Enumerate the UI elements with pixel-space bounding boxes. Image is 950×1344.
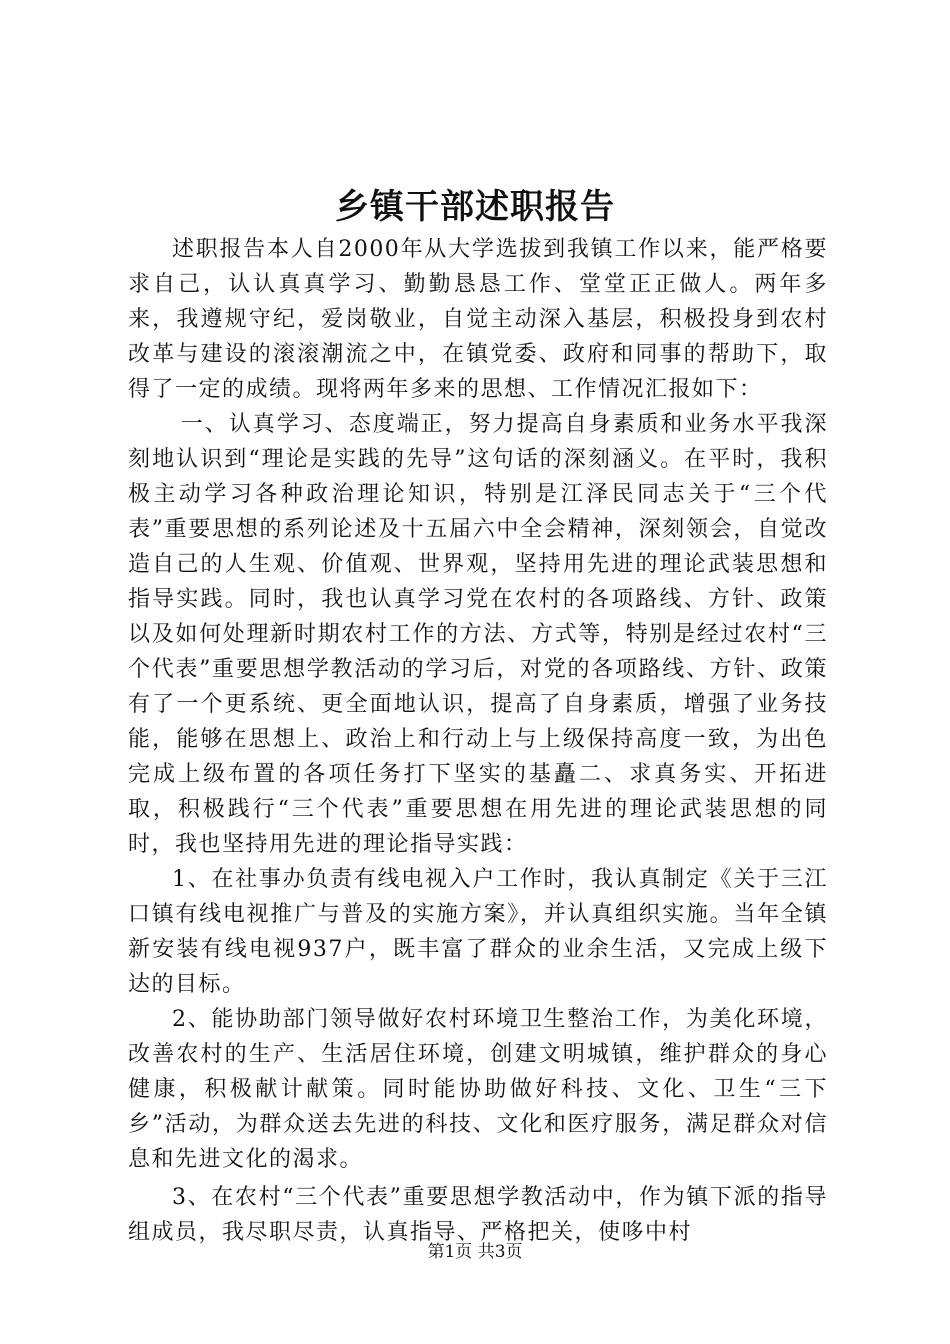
paragraph-item-2: 2、能协助部门领导做好农村环境卫生整治工作，为美化环境，改善农村的生产、生活居住环境，创建文明城镇，维护群众的身心健康，积极献计献策。同时能协助做好科技、文化、卫生“三下乡”活动，为群众送去先进的科技、文化和医疗服务，满足群众对信息和先进文化的渴求。 <box>128 1007 828 1172</box>
paragraph-item-1: 1、在社事办负责有线电视入户工作时，我认真制定《关于三江口镇有线电视推广与普及的实施方案》，并认真组织实施。当年全镇新安装有线电视937户，既丰富了群众的业余生活，又完成上级下达的目标。 <box>128 867 828 997</box>
paragraph-intro: 述职报告本人自2000年从大学选拔到我镇工作以来，能严格要求自己，认认真真学习、勤勤恳恳工作、堂堂正正做人。两年多来，我遵规守纪，爱岗敬业，自觉主动深入基层，积极投身到农村改革与建设的滚滚潮流之中，在镇党委、政府和同事的帮助下，取得了一定的成绩。现将两年多来的思想、工作情况汇报如下： <box>128 237 828 402</box>
paragraph-item-3: 3、在农村“三个代表”重要思想学教活动中，作为镇下派的指导组成员，我尽职尽责，认真指导、严格把关，使哆中村 <box>128 1185 828 1245</box>
page-number-footer: 第1页 共3页 <box>427 1242 523 1262</box>
paragraph-section-study: 一、认真学习、态度端正，努力提高自身素质和业务水平我深刻地认识到“理论是实践的先导”这句话的深刻涵义。在平时，我积极主动学习各种政治理论知识，特别是江泽民同志关于“三个代表”重要思想的系列论述及十五届六中全会精神，深刻领会，自觉改造自己的人生观、价值观、世界观，坚持用先进的理论武装思想和指导实践。同时，我也认真学习党在农村的各项路线、方针、政策以及如何处理新时期农村工作的方法、方式等，特别是经过农村“三个代表”重要思想学教活动的学习后，对党的各项路线、方针、政策有了一个更系统、更全面地认识，提高了自身素质，增强了业务技能，能够在思想上、政治上和行动上与上级保持高度一致，为出色完成上级布置的各项任务打下坚实的基矗二、求真务实、开拓进取，积极践行“三个代表”重要思想在用先进的理论武装思想的同时，我也坚持用先进的理论指导实践： <box>128 412 828 857</box>
document-title: 乡镇干部述职报告 <box>335 187 615 227</box>
document-body <box>128 232 828 1250</box>
